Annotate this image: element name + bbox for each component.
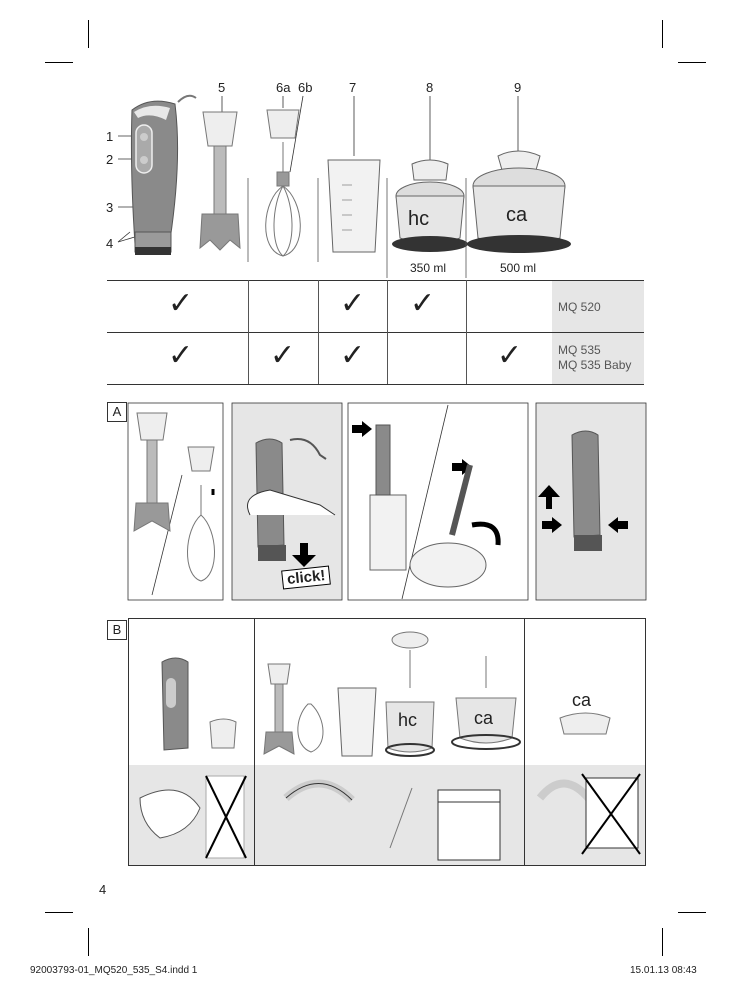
check-mark: ✓	[497, 338, 523, 373]
beaker	[328, 160, 380, 252]
section-a-label: A	[107, 402, 127, 422]
callout-1: 1	[106, 129, 114, 144]
callout-5: 5	[218, 80, 226, 95]
motor-unit	[131, 96, 196, 255]
chopper-hc	[392, 160, 468, 252]
callout-2: 2	[106, 152, 114, 167]
callout-8: 8	[426, 80, 434, 95]
model-name: MQ 535	[558, 343, 601, 357]
check-mark: ✓	[168, 338, 194, 373]
callout-7: 7	[349, 80, 357, 95]
footer-timestamp: 15.01.13 08:43	[630, 965, 697, 976]
click-badge: click!	[281, 566, 331, 590]
model-name-line2: MQ 535 Baby	[558, 358, 632, 372]
whisk	[266, 110, 301, 256]
section-b-illustrations	[0, 618, 750, 868]
chopper-ca	[467, 151, 571, 253]
check-mark: ✓	[410, 286, 436, 321]
crop-mark	[45, 912, 73, 913]
crop-mark	[678, 912, 706, 913]
crop-mark	[88, 928, 89, 956]
ca-lid-label: ca	[572, 690, 592, 710]
callout-6a: 6a	[276, 80, 291, 95]
page-number: 4	[99, 882, 107, 897]
crop-mark	[662, 928, 663, 956]
footer-filename: 92003793-01_MQ520_535_S4.indd 1	[30, 965, 198, 976]
hc-bowl-label: hc	[408, 208, 430, 230]
ca-chopper-label: ca	[474, 708, 494, 728]
section-a-illustrations	[0, 395, 750, 605]
callout-6b: 6b	[298, 80, 313, 95]
callout-3: 3	[106, 200, 114, 215]
appliance-illustration	[0, 0, 750, 290]
check-mark: ✓	[270, 338, 296, 373]
check-mark: ✓	[168, 286, 194, 321]
hc-chopper-label: hc	[398, 710, 418, 730]
callout-9: 9	[514, 80, 522, 95]
section-b-label: B	[107, 620, 127, 640]
check-mark: ✓	[340, 338, 366, 373]
blending-shaft	[200, 112, 240, 250]
hc-volume: 350 ml	[410, 261, 447, 275]
ca-bowl-label: ca	[506, 204, 528, 226]
callout-4: 4	[106, 236, 114, 251]
ca-volume: 500 ml	[500, 261, 537, 275]
model-name: MQ 520	[558, 300, 601, 314]
check-mark: ✓	[340, 286, 366, 321]
